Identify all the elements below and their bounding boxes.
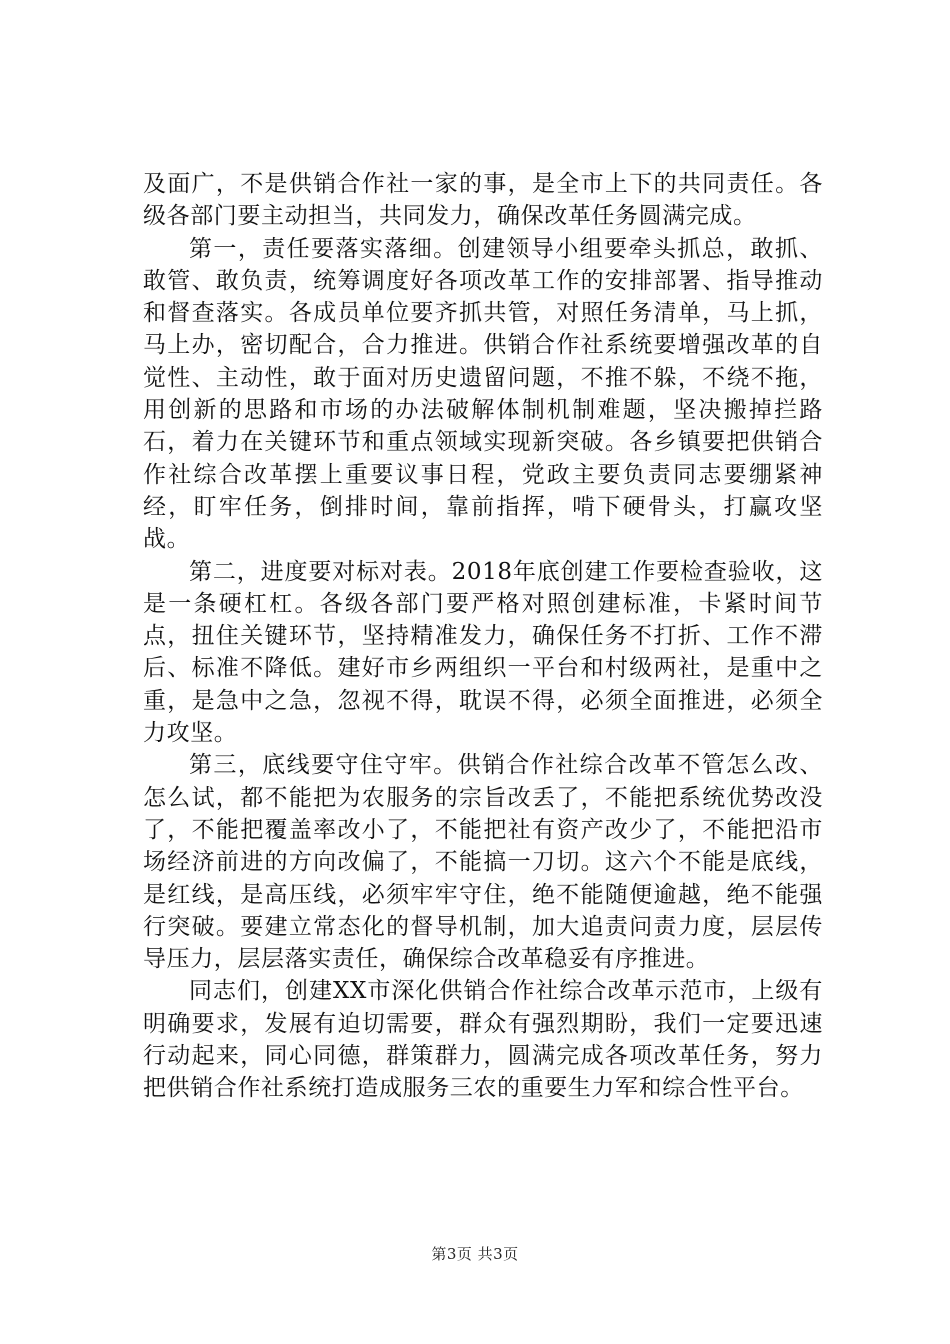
paragraph-third-point: 第三，底线要守住守牢。供销合作社综合改革不管怎么改、怎么试，都不能把为农服务的宗旨改丢了，不能把系统优势改没了，不能把覆盖率改小了，不能把社有资产改少了，不能把沿市场经济前进的方向改偏了，不能搞一刀切。这六个不能是底线，是红线，是高压线，必须牢牢守住，绝不能随便逾越，绝不能强行突破。要建立常态化的督导机制，加大追责问责力度，层层传导压力，层层落实责任，确保综合改革稳妥有序推进。 [143,752,823,973]
paragraph-first-point: 第一，责任要落实落细。创建领导小组要牵头抓总，敢抓、敢管、敢负责，统筹调度好各项改革工作的安排部署、指导推动和督查落实。各成员单位要齐抓共管，对照任务清单，马上抓，马上办，密切配合，合力推进。供销合作社系统要增强改革的自觉性、主动性，敢于面对历史遗留问题，不推不躲，不绕不拖，用创新的思路和市场的办法破解体制机制难题，坚决搬掉拦路石，着力在关键环节和重点领域实现新突破。各乡镇要把供销合作社综合改革摆上重要议事日程，党政主要负责同志要绷紧神经，盯牢任务，倒排时间，靠前指挥，啃下硬骨头，打赢攻坚战。 [143,235,823,553]
page-number-footer: 第3页 共3页 [431,1245,519,1263]
document-body [143,168,823,1105]
paragraph-closing: 同志们，创建XX市深化供销合作社综合改革示范市，上级有明确要求，发展有迫切需要，群众有强烈期盼，我们一定要迅速行动起来，同心同德，群策群力，圆满完成各项改革任务，努力把供销合作社系统打造成服务三农的重要生力军和综合性平台。 [143,978,823,1102]
paragraph-second-point: 第二，进度要对标对表。2018年底创建工作要检查验收，这是一条硬杠杠。各级各部门要严格对照创建标准，卡紧时间节点，扭住关键环节，坚持精准发力，确保任务不打折、工作不滞后、标准不降低。建好市乡两组织一平台和村级两社，是重中之重，是急中之急，忽视不得，耽误不得，必须全面推进，必须全力攻坚。 [143,558,823,747]
paragraph-continuation: 及面广，不是供销合作社一家的事，是全市上下的共同责任。各级各部门要主动担当，共同发力，确保改革任务圆满完成。 [143,171,823,230]
